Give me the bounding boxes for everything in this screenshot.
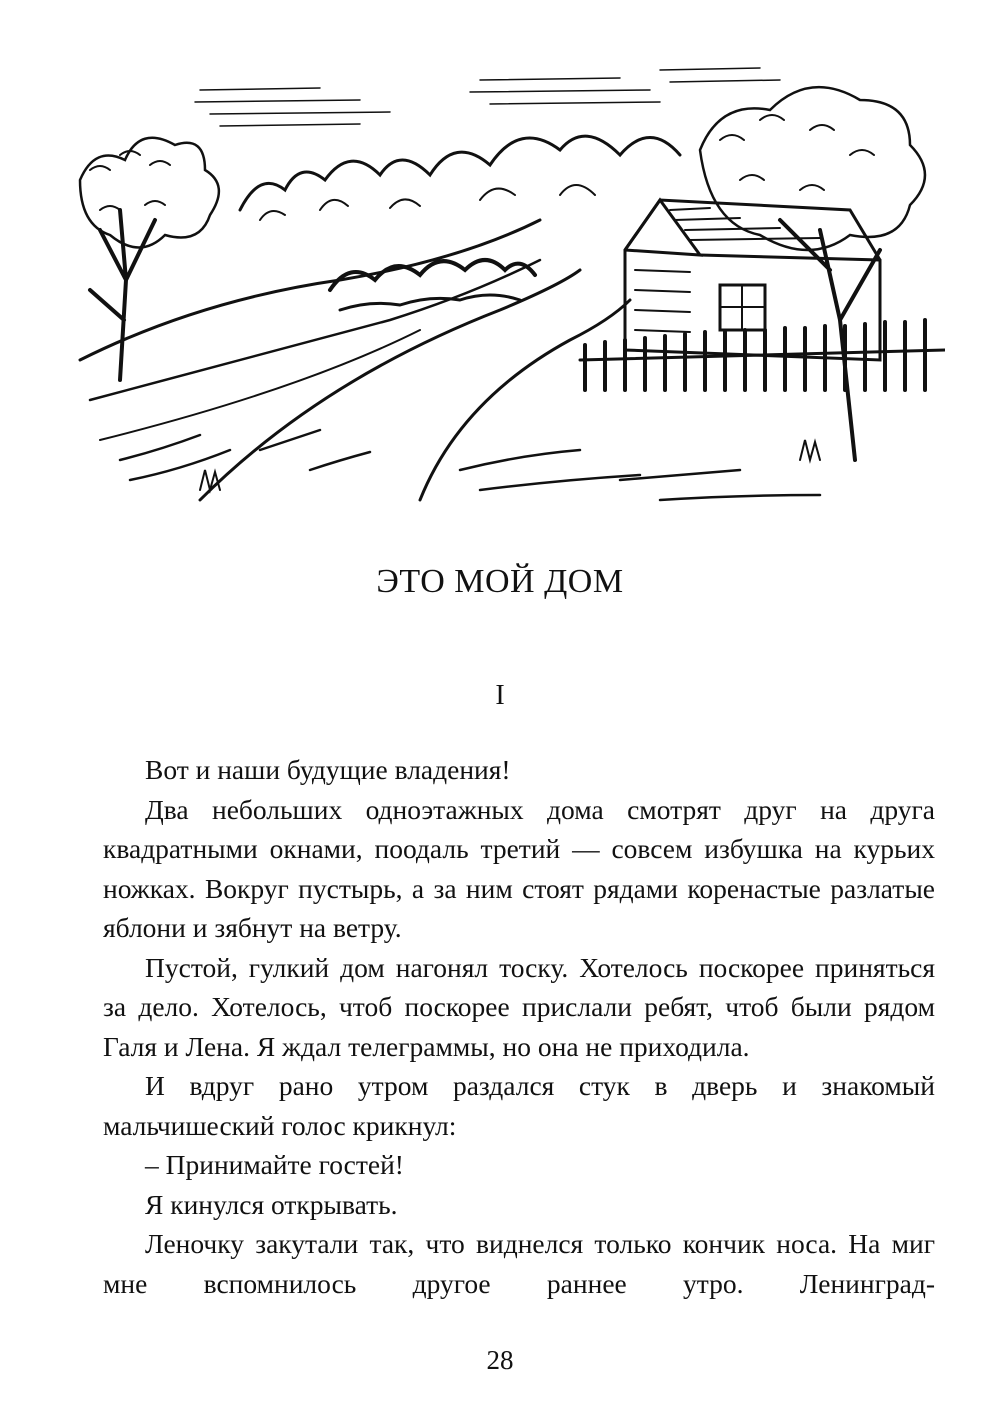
page-number: 28 (486, 1345, 514, 1375)
village-landscape-drawing (60, 60, 945, 520)
paragraph: Пустой, гулкий дом нагонял тоску. Хотелось поскорее приняться за дело. Хотелось, чтоб поскорее прислали ребят, чтоб были рядом Галя и Лена. Я ждал телеграммы, но она не приходила. (103, 951, 935, 1062)
body-text (103, 750, 935, 1303)
paragraph: Вот и наши будущие владения! (145, 754, 511, 785)
paragraph: И вдруг рано утром раздался стук в дверь и знакомый мальчишеский голос крикнул: (103, 1070, 935, 1141)
landscape-illustration (60, 60, 945, 520)
paragraph: Леночку закутали так, что виднелся только кончик носа. На миг мне вспомнилось другое раннее утро. Ленинград- (103, 1228, 935, 1299)
paragraph: – Принимайте гостей! (145, 1149, 404, 1180)
paragraph: Я кинулся открывать. (145, 1188, 398, 1220)
section-number: I (495, 680, 505, 711)
paragraph: Два небольших одноэтажных дома смотрят друг на друга квадратными окнами, поодаль третий — совсем избушка на курьих ножках. Вокруг пустырь, а за ним стоят рядами коренастые разлатые яблони и зябнут на ветру. (103, 793, 935, 943)
chapter-title: ЭТО МОЙ ДОМ (376, 563, 624, 600)
